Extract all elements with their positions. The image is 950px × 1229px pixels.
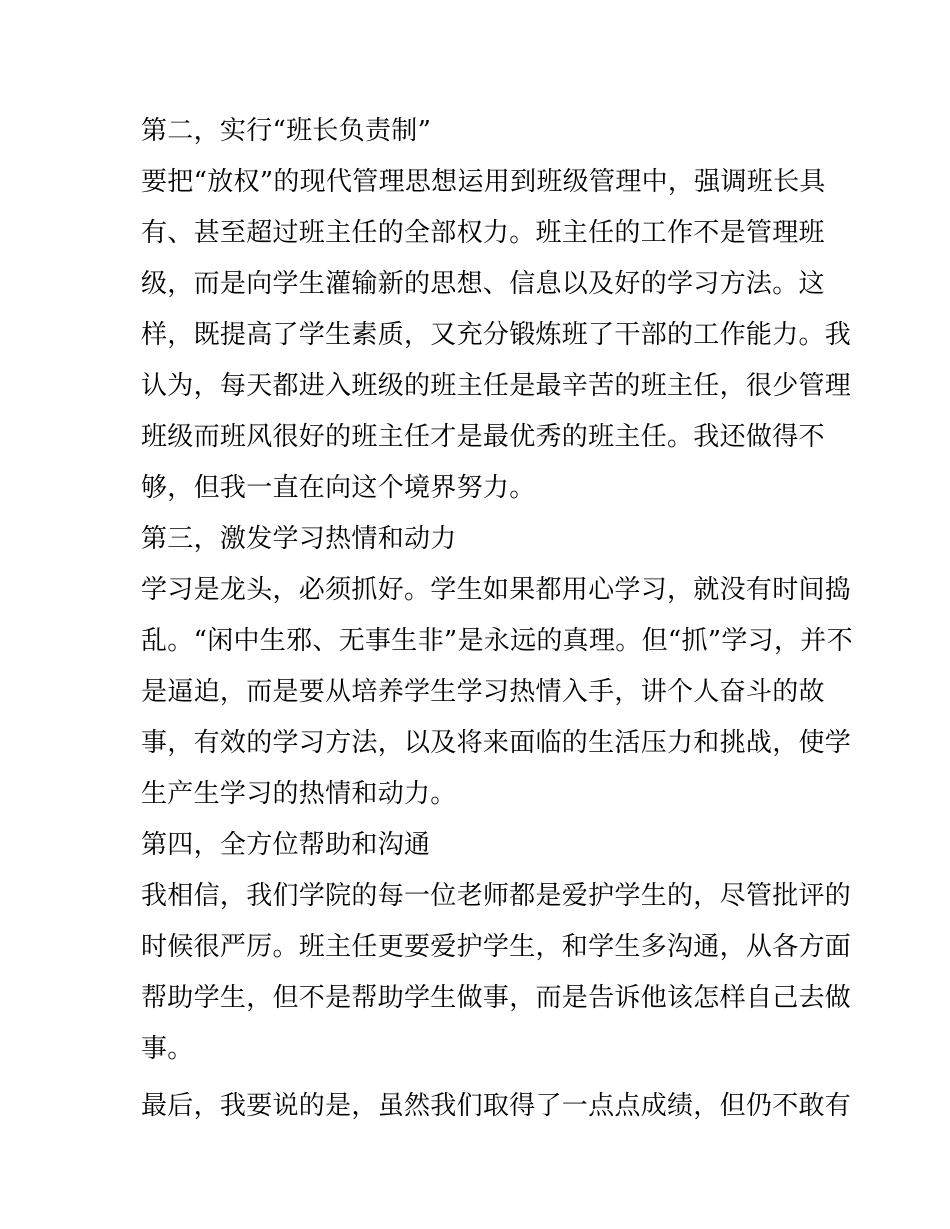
closing-paragraph-line: 最后，我要说的是，虽然我们取得了一点点成绩，但仍不敢有 xyxy=(141,1091,852,1121)
section-heading-3: 第三，激发学习热情和动力 xyxy=(141,524,457,554)
section-heading-4: 第四，全方位帮助和沟通 xyxy=(141,830,431,860)
paragraph-line: 事，有效的学习方法，以及将来面临的生活压力和挑战，使学 xyxy=(141,728,852,758)
paragraph-line: 帮助学生，但不是帮助学生做事，而是告诉他该怎样自己去做 xyxy=(141,983,852,1013)
paragraph-line: 事。 xyxy=(141,1034,194,1064)
paragraph-line: 时候很严厉。班主任更要爱护学生，和学生多沟通，从各方面 xyxy=(141,932,852,962)
paragraph-line: 级，而是向学生灌输新的思想、信息以及好的学习方法。这 xyxy=(141,269,825,299)
document-body xyxy=(141,106,853,1132)
paragraph-line: 样，既提高了学生素质，又充分锻炼班了干部的工作能力。我 xyxy=(141,320,852,350)
paragraph-line: 我相信，我们学院的每一位老师都是爱护学生的，尽管批评的 xyxy=(141,881,852,911)
paragraph-line: 认为，每天都进入班级的班主任是最辛苦的班主任，很少管理 xyxy=(141,371,852,401)
paragraph-line: 学习是龙头，必须抓好。学生如果都用心学习，就没有时间捣 xyxy=(141,575,852,605)
paragraph-line: 生产生学习的热情和动力。 xyxy=(141,779,457,809)
paragraph-line: 要把“放权”的现代管理思想运用到班级管理中，强调班长具 xyxy=(141,167,826,197)
paragraph-line: 有、甚至超过班主任的全部权力。班主任的工作不是管理班 xyxy=(141,218,825,248)
paragraph-line: 班级而班风很好的班主任才是最优秀的班主任。我还做得不 xyxy=(141,422,825,452)
paragraph-line: 是逼迫，而是要从培养学生学习热情入手，讲个人奋斗的故 xyxy=(141,677,825,707)
paragraph-line: 够，但我一直在向这个境界努力。 xyxy=(141,473,536,503)
paragraph-line: 乱。“闲中生邪、无事生非”是永远的真理。但“抓”学习，并不 xyxy=(141,626,853,656)
section-heading-2: 第二，实行“班长负责制” xyxy=(141,116,432,146)
